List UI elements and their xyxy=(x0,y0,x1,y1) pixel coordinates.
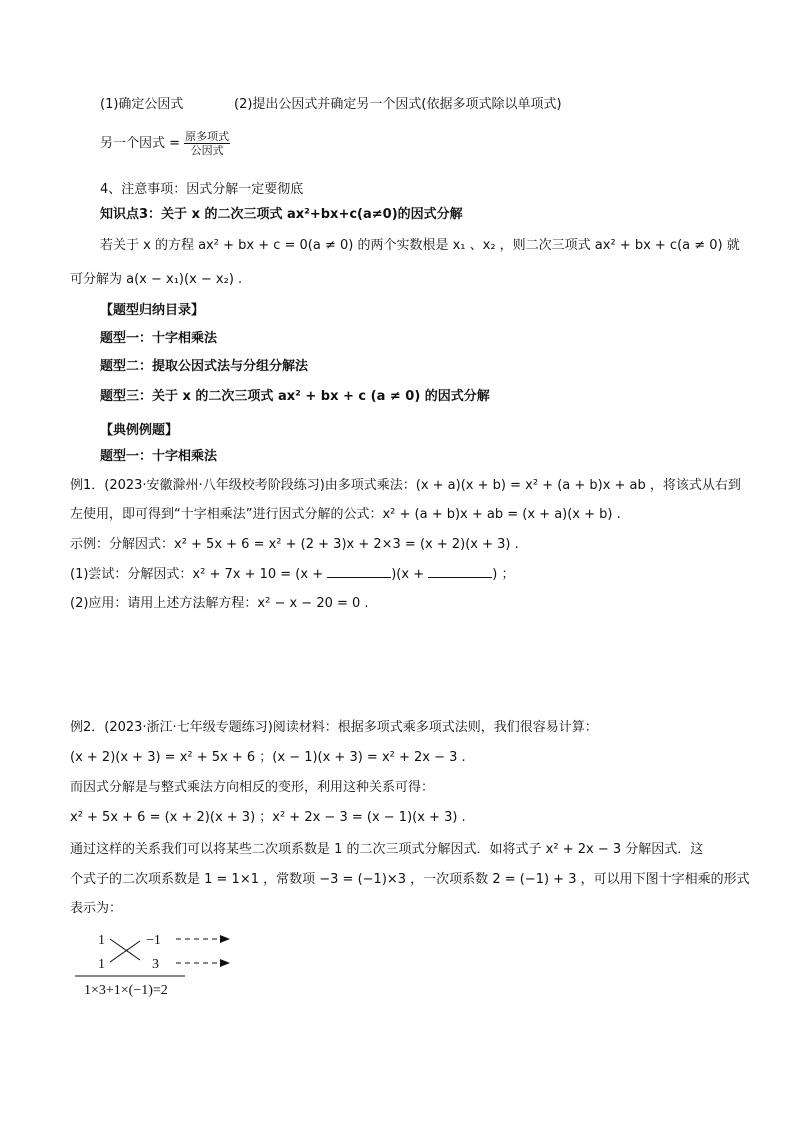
arrow-head-top-icon xyxy=(220,935,230,943)
diagram-top-left: 1 xyxy=(98,933,105,948)
example-1-line-2: 左使用，即可得到“十字相乘法”进行因式分解的公式：x² + (a + b)x + ab = (x + a)(x + b) . xyxy=(70,507,621,522)
example-1-question-1 xyxy=(70,565,514,585)
note-heading: 4、注意事项：因式分解一定要彻底 xyxy=(100,182,304,197)
knowledge-point-3: 知识点3：关于 x 的二次三项式 ax²+bx+c(a≠0)的因式分解 xyxy=(100,207,463,222)
answer-blank-1[interactable] xyxy=(327,565,391,578)
example-2-line-3: 而因式分解是与整式乘法方向相反的变形，利用这种关系可得： xyxy=(70,780,435,795)
type-2-title: 题型二：提取公因式法与分组分解法 xyxy=(100,359,309,374)
diagram-bottom-right: 3 xyxy=(152,957,159,972)
other-factor-formula xyxy=(100,130,230,158)
type-1-section-title: 题型一：十字相乘法 xyxy=(100,449,218,464)
question-1-prefix: (1)尝试：分解因式：x² + 7x + 10 = (x + xyxy=(70,567,328,582)
fraction xyxy=(184,130,230,157)
fraction-denominator: 公因式 xyxy=(190,144,224,157)
type-3-title: 题型三：关于 x 的二次三项式 ax² + bx + c (a ≠ 0) 的因式分解 xyxy=(100,389,490,404)
example-1-sample: 示例：分解因式：x² + 5x + 6 = x² + (2 + 3)x + 2×3 = (x + 2)(x + 3) . xyxy=(70,537,519,552)
step-2-text: (2)提出公因式并确定另一个因式(依据多项式除以单项式) xyxy=(234,97,562,112)
theorem-line-1: 若关于 x 的方程 ax² + bx + c = 0(a ≠ 0) 的两个实数根是 x₁ 、x₂ ，则二次三项式 ax² + bx + c(a ≠ 0) 就 xyxy=(100,238,740,253)
cross-line-up xyxy=(110,941,140,962)
example-2-line-5: 通过这样的关系我们可以将某些二次项系数是 1 的二次三项式分解因式．如将式子 x² + 2x − 3 分解因式．这 xyxy=(70,842,704,857)
formula-prefix: 另一个因式 = xyxy=(100,136,185,151)
answer-blank-2[interactable] xyxy=(428,565,492,578)
example-2-line-4: x² + 5x + 6 = (x + 2)(x + 3) ；x² + 2x − 3 = (x − 1)(x + 3) . xyxy=(70,810,466,825)
example-2-line-6: 个式子的二次项系数是 1 = 1×1 ，常数项 −3 = (−1)×3 ，一次项系数 2 = (−1) + 3 ，可以用下图十字相乘的形式 xyxy=(70,872,750,887)
arrow-head-bottom-icon xyxy=(220,959,230,967)
diagram-top-right: −1 xyxy=(146,933,161,948)
cross-multiplication-diagram xyxy=(70,924,250,1004)
question-1-middle: )(x + xyxy=(391,567,429,582)
theorem-line-2: 可分解为 a(x − x₁)(x − x₂) . xyxy=(70,272,243,287)
diagram-bottom-left: 1 xyxy=(98,957,105,972)
step-1-text: (1)确定公因式 xyxy=(100,97,184,112)
example-2-line-7: 表示为： xyxy=(70,901,123,916)
example-1-question-2: (2)应用：请用上述方法解方程：x² − x − 20 = 0 . xyxy=(70,596,369,611)
examples-heading: 【典例例题】 xyxy=(100,423,179,438)
type-1-title: 题型一：十字相乘法 xyxy=(100,331,218,346)
diagram-sum: 1×3+1×(−1)=2 xyxy=(84,983,168,998)
example-1-line-1: 例1．(2023·安徽滁州·八年级校考阶段练习)由多项式乘法：(x + a)(x + b) = x² + (a + b)x + ab ，将该式从右到 xyxy=(70,478,741,493)
type-index-heading: 【题型归纳目录】 xyxy=(100,303,205,318)
example-2-line-1: 例2．(2023·浙江·七年级专题练习)阅读材料：根据多项式乘多项式法则，我们很容易计算： xyxy=(70,720,598,735)
example-2-line-2: (x + 2)(x + 3) = x² + 5x + 6 ；(x − 1)(x + 3) = x² + 2x − 3 . xyxy=(70,750,466,765)
cross-line-down xyxy=(110,939,140,960)
fraction-numerator: 原多项式 xyxy=(185,130,230,143)
question-1-suffix: ) ； xyxy=(492,567,515,582)
